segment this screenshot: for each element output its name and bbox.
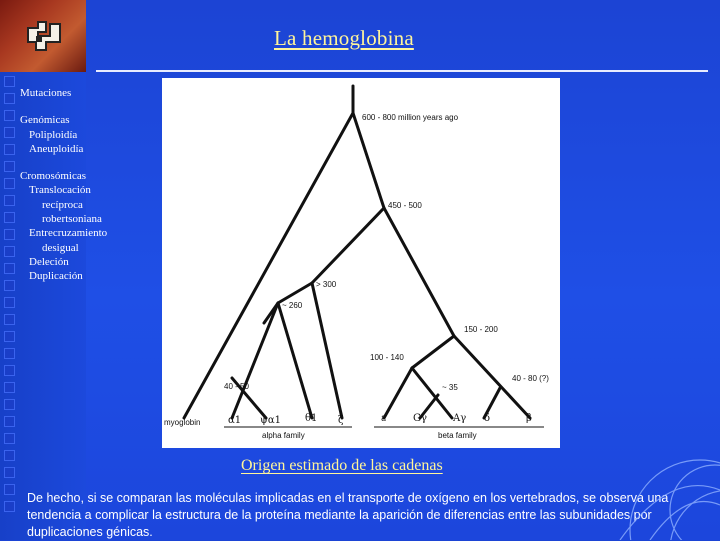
node-label-40a: 40 - 50 [224,382,249,391]
sidebar-outline-item: Cromosómicas [20,170,86,183]
sidebar-outline-item: Aneuploidía [29,142,84,155]
bullet-square-icon [4,450,15,461]
bullet-square-icon [4,314,15,325]
bullet-square-icon [4,93,15,104]
logo [0,0,86,72]
sidebar-outline-item: Genómicas [20,114,70,127]
node-label-450: 450 - 500 [388,201,422,210]
header-divider [96,70,708,72]
node-label-300: > 300 [316,280,337,289]
sidebar-outline-item: Duplicación [29,270,83,283]
bullet-square-icon [4,195,15,206]
node-label-root: 600 - 800 million years ago [362,113,459,122]
leaf-beta: β [526,413,532,424]
bullet-square-icon [4,178,15,189]
beta-family-label: beta family [438,431,477,440]
figure-caption: Origen estimado de las cadenas [241,457,443,474]
sidebar-outline-item: Mutaciones [20,87,72,99]
bullet-square-icon [4,433,15,444]
leaf-delta: δ [484,413,491,424]
bullet-square-icon [4,365,15,376]
sidebar-gap [20,156,107,169]
sidebar-outline-item: Entrecruzamiento [29,227,108,240]
bullet-square-icon [4,399,15,410]
leaf-epsilon: ε [381,413,387,424]
bullet-square-icon [4,382,15,393]
bullet-square-icon [4,484,15,495]
bullet-square-icon [4,501,15,512]
node-label-260: ~ 260 [282,301,303,310]
leaf-psi-alpha1: ψα1 [260,415,281,426]
leaf-zeta: ζ [338,415,344,426]
decorative-arcs-icon [590,450,720,540]
leaf-g-gamma: Gγ [413,413,427,424]
page-title: La hemoglobina [274,26,414,50]
sidebar-outline-item: desigual [42,241,79,254]
bullet-square-icon [4,467,15,478]
bullet-square-icon [4,416,15,427]
leaf-myoglobin: myoglobin [164,418,201,427]
bullet-square-icon [4,263,15,274]
bullet-square-icon [4,246,15,257]
bullet-square-icon [4,161,15,172]
alpha-family-label: alpha family [262,431,305,440]
node-label-35: ~ 35 [442,383,458,392]
bullet-square-icon [4,348,15,359]
leaf-alpha1: α1 [228,415,242,426]
bullet-square-icon [4,127,15,138]
sidebar-outline-item: recíproca [42,198,83,211]
bullet-square-icon [4,229,15,240]
bullet-square-icon [4,76,15,87]
sidebar-outline-item: robertsoniana [42,213,102,226]
body-paragraph: De hecho, si se comparan las moléculas implicadas en el transporte de oxígeno en los vertebrados, se observa una tendencia a complicar la estructura de la proteína mediante la aparición de diferencias entre las subunidades por duplicaciones génicas. [27,491,669,539]
node-label-100: 100 - 140 [370,353,404,362]
leaf-a-gamma: Aγ [453,413,467,424]
sidebar-gap [20,100,107,113]
bullet-square-column [4,76,18,518]
leaf-theta1: θ1 [305,413,318,424]
bullet-square-icon [4,331,15,342]
sidebar-outline-item: Deleción [29,255,69,268]
bullet-square-icon [4,110,15,121]
bullet-square-icon [4,280,15,291]
bullet-square-icon [4,297,15,308]
logo-mark-icon [0,0,86,72]
node-label-150: 150 - 200 [464,325,498,334]
phylogeny-tree [162,78,560,448]
sidebar-outline-item: Translocación [29,184,91,197]
phylogeny-figure [162,78,560,448]
bullet-square-icon [4,144,15,155]
sidebar-outline [20,86,107,284]
bullet-square-icon [4,212,15,223]
node-label-40b: 40 - 80 (?) [512,374,549,383]
sidebar-outline-item: Poliploidía [29,128,78,141]
